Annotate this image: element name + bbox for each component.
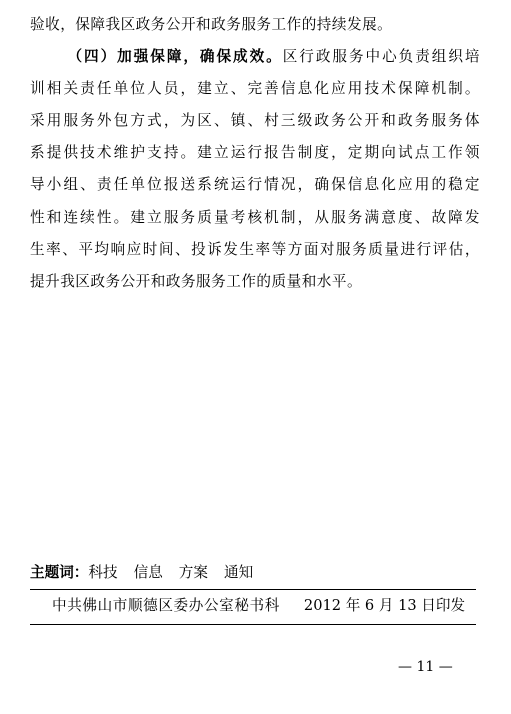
paragraph-line-3 — [30, 78, 480, 99]
issuer-name: 中共佛山市顺德区委办公室秘书科 — [52, 597, 280, 614]
paragraph-text: 提升我区政务公开和政务服务工作的质量和水平。 — [30, 272, 363, 290]
footer-divider-top — [30, 589, 476, 590]
keyword-item: 方案 — [178, 564, 208, 581]
paragraph-line-9 — [30, 271, 480, 292]
paragraph-text: 采用服务外包方式，为区、镇、村三级政务公开和政务服务体 — [30, 112, 480, 130]
paragraph-line-8 — [30, 239, 480, 260]
footer-divider-bottom — [30, 624, 476, 625]
paragraph-line-4 — [30, 110, 480, 131]
keyword-item: 科技 — [88, 564, 118, 581]
paragraph-text: 系提供技术维护支持。建立运行报告制度，定期向试点工作领 — [30, 144, 480, 162]
keywords-row — [30, 562, 480, 584]
paragraph-line-6 — [30, 174, 480, 195]
paragraph-text: 生率、平均响应时间、投诉发生率等方面对服务质量进行评估， — [30, 240, 480, 258]
keywords-label: 主题词： — [30, 564, 89, 581]
page-number: — 11 — — [398, 659, 453, 675]
paragraph-text: 区行政服务中心负责组织培 — [282, 48, 480, 66]
issue-date: 2012 年 6 月 13 日印发 — [303, 597, 466, 614]
paragraph-text: 验收，保障我区政务公开和政务服务工作的持续发展。 — [30, 16, 393, 33]
keyword-item: 通知 — [224, 564, 254, 581]
keyword-item: 信息 — [133, 564, 163, 581]
paragraph-text: 导小组、责任单位报送系统运行情况，确保信息化应用的稳定 — [30, 176, 480, 194]
paragraph-text: 性和连续性。建立服务质量考核机制，从服务满意度、故障发 — [30, 208, 480, 226]
document-body — [30, 14, 480, 303]
paragraph-line-1 — [30, 14, 480, 35]
section-heading-line — [30, 46, 480, 67]
paragraph-line-7 — [30, 207, 480, 228]
paragraph-text: 训相关责任单位人员，建立、完善信息化应用技术保障机制。 — [30, 80, 480, 98]
section-heading: （四）加强保障，确保成效。 — [66, 48, 283, 66]
paragraph-line-5 — [30, 142, 480, 163]
imprint-line — [52, 595, 472, 617]
